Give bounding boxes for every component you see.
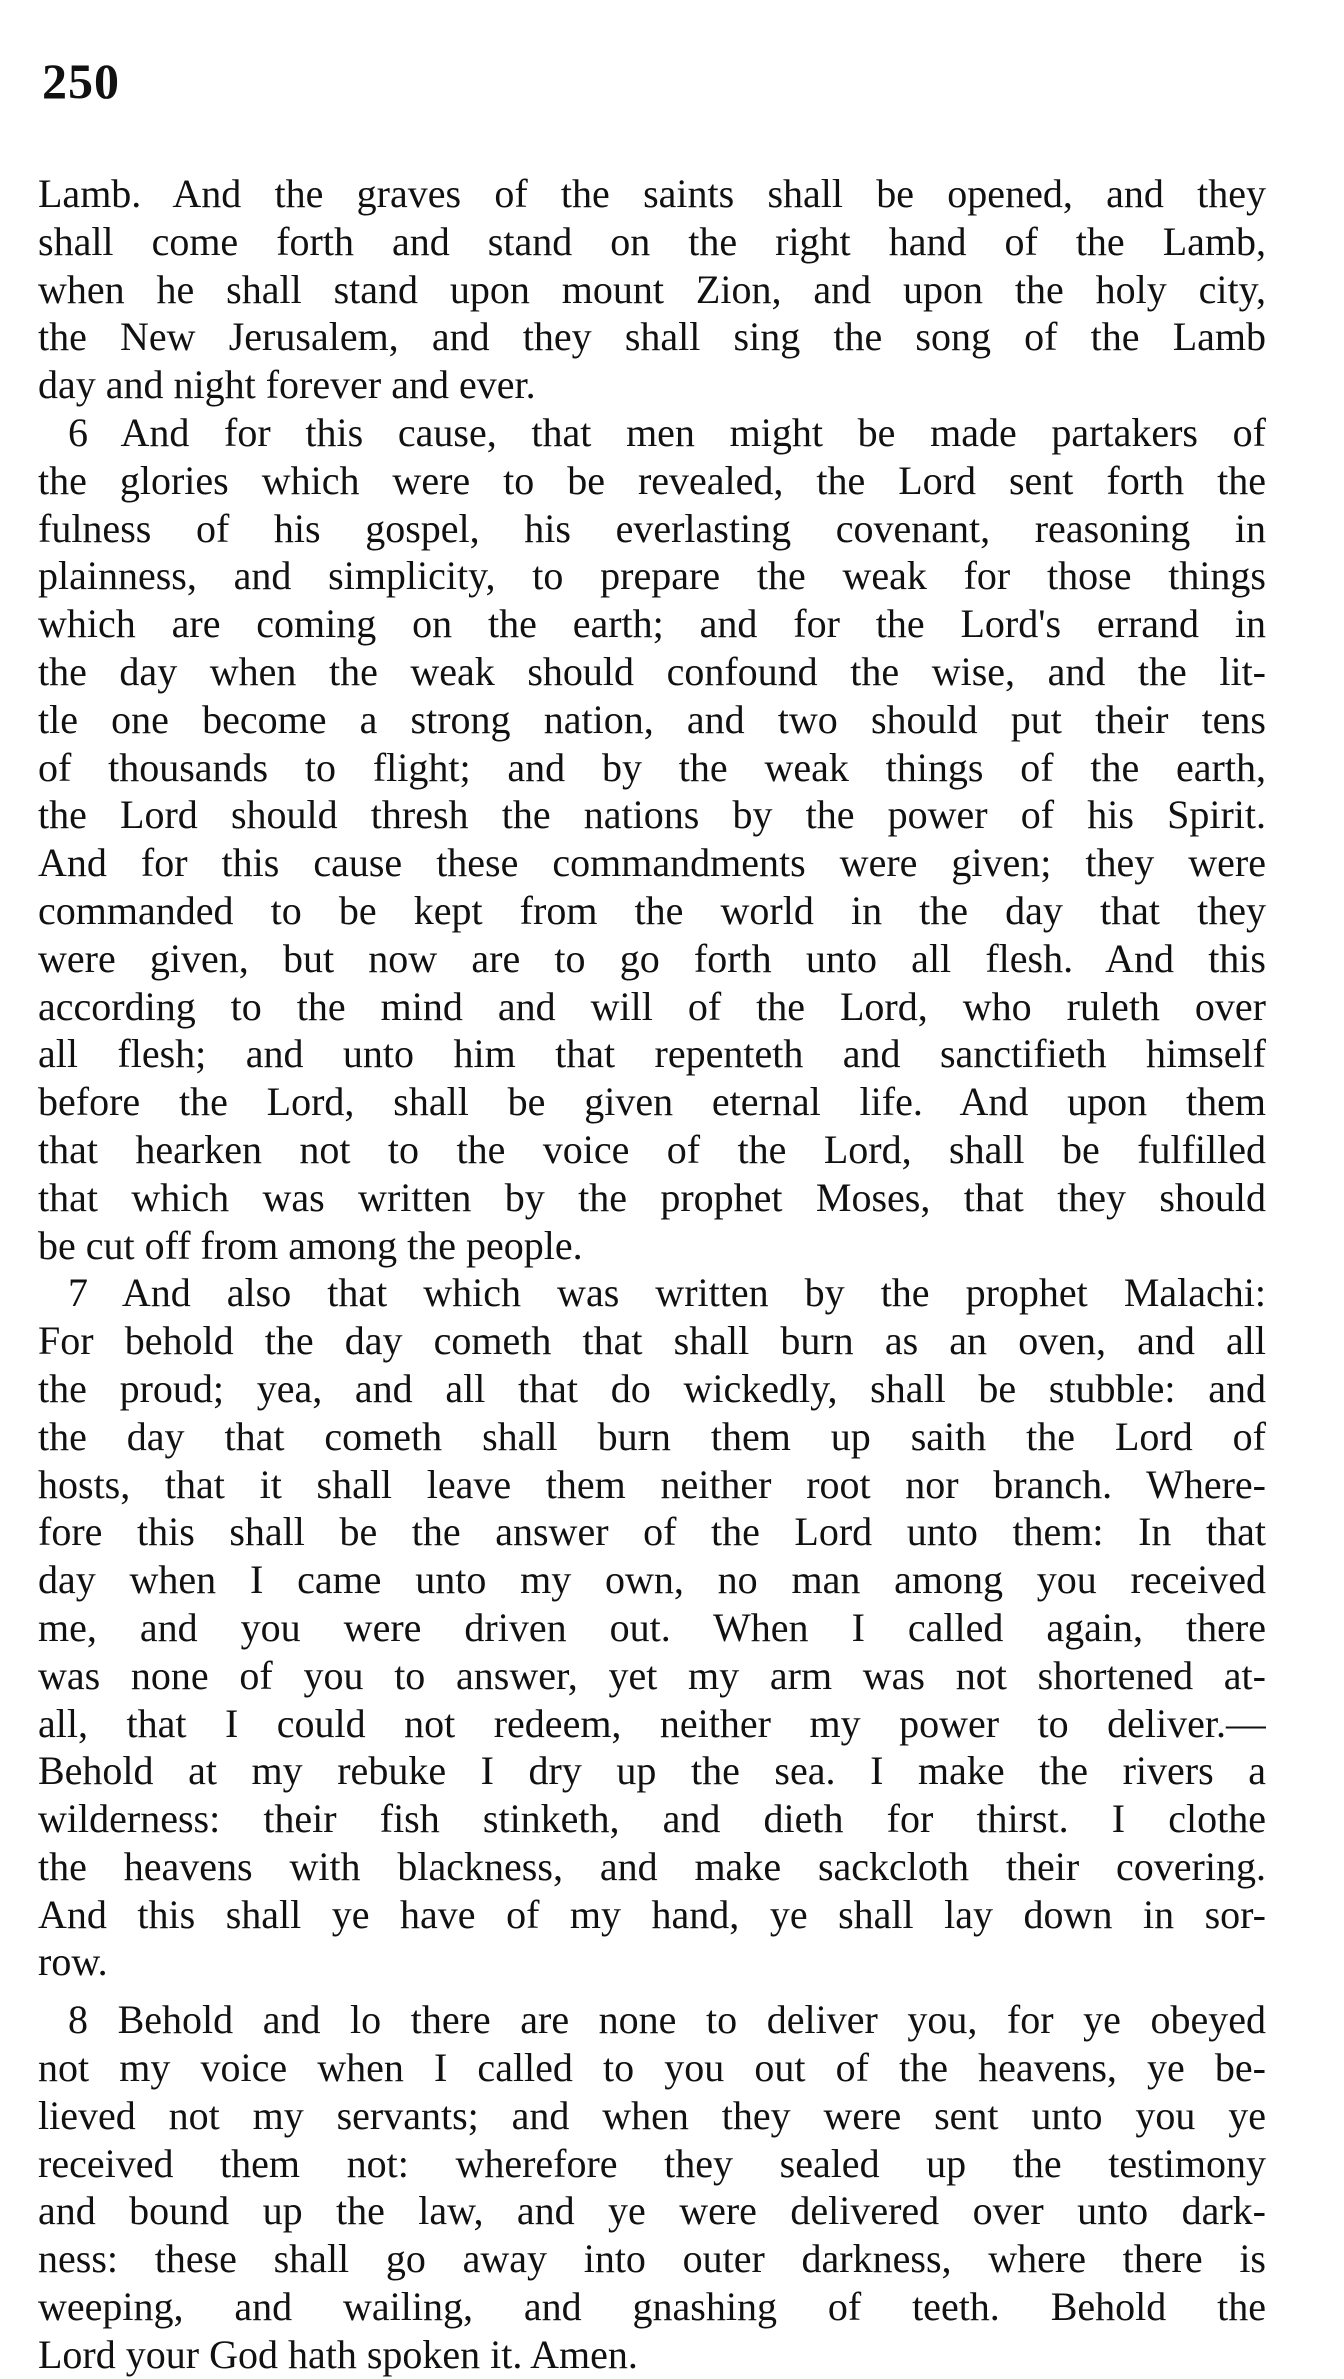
text-line: and bound up the law, and ye were delivered over unto dark- xyxy=(38,2188,1266,2234)
text-line: me, and you were driven out. When I called again, there xyxy=(38,1604,1266,1650)
text-line: weeping, and wailing, and gnashing of teeth. Behold the xyxy=(38,2284,1266,2330)
text-line: that hearken not to the voice of the Lord, shall be fulfilled xyxy=(38,1126,1266,1172)
text-line: row. xyxy=(38,1939,108,1985)
text-line: be cut off from among the people. xyxy=(38,1222,583,1268)
text-line: the New Jerusalem, and they shall sing the song of the Lamb xyxy=(38,314,1266,360)
text-line: And for this cause these commandments were given; they were xyxy=(38,840,1266,886)
paragraph-verse-7 xyxy=(38,1269,1266,1986)
text-line: Lamb. And the graves of the saints shall be opened, and they xyxy=(38,171,1266,216)
text-line: the day that cometh shall burn them up saith the Lord of xyxy=(38,1413,1266,1459)
text-line: shall come forth and stand on the right hand of the Lamb, xyxy=(38,218,1266,264)
text-line: before the Lord, shall be given eternal life. And upon them xyxy=(38,1079,1266,1125)
text-line: the heavens with blackness, and make sackcloth their covering. xyxy=(38,1843,1266,1889)
text-line: which are coming on the earth; and for the Lord's errand in xyxy=(38,601,1266,647)
text-line: according to the mind and will of the Lord, who ruleth over xyxy=(38,983,1266,1029)
text-line: the proud; yea, and all that do wickedly, shall be stubble: and xyxy=(38,1365,1266,1411)
text-line: all flesh; and unto him that repenteth and sanctifieth himself xyxy=(38,1031,1266,1077)
text-line: wilderness: their fish stinketh, and dieth for thirst. I clothe xyxy=(38,1796,1266,1842)
text-line: For behold the day cometh that shall burn as an oven, and all xyxy=(38,1318,1266,1364)
text-line: fulness of his gospel, his everlasting covenant, reasoning in xyxy=(38,505,1266,551)
text-line: the day when the weak should confound the wise, and the lit- xyxy=(38,648,1266,694)
text-line: lieved not my servants; and when they were sent unto you ye xyxy=(38,2092,1266,2138)
text-line: of thousands to flight; and by the weak things of the earth, xyxy=(38,744,1266,790)
text-line: all, that I could not redeem, neither my power to deliver.— xyxy=(38,1700,1266,1746)
paragraph-verse-6 xyxy=(38,409,1266,1269)
text-line: ness: these shall go away into outer darkness, where there is xyxy=(38,2236,1266,2282)
text-line: And this shall ye have of my hand, ye shall lay down in sor- xyxy=(38,1891,1266,1937)
text-line: the glories which were to be revealed, the Lord sent forth the xyxy=(38,457,1266,503)
paragraph-verse-8 xyxy=(38,1996,1266,2378)
text-line: fore this shall be the answer of the Lord unto them: In that xyxy=(38,1509,1266,1555)
text-line: was none of you to answer, yet my arm was not shortened at- xyxy=(38,1652,1266,1698)
text-line: when he shall stand upon mount Zion, and upon the holy city, xyxy=(38,266,1266,312)
text-line: day when I came unto my own, no man among you received xyxy=(38,1557,1266,1603)
text-line: 6 And for this cause, that men might be made partakers of xyxy=(68,409,1266,455)
text-line: were given, but now are to go forth unto all flesh. And this xyxy=(38,935,1266,981)
text-line: plainness, and simplicity, to prepare the weak for those things xyxy=(38,553,1266,599)
page-number: 250 xyxy=(42,53,120,109)
paragraph-continuation xyxy=(38,170,1266,409)
text-line: hosts, that it shall leave them neither root nor branch. Where- xyxy=(38,1461,1266,1507)
page-text xyxy=(38,170,1266,2379)
text-line: 7 And also that which was written by the prophet Malachi: xyxy=(68,1270,1266,1316)
text-line: Lord your God hath spoken it. Amen. xyxy=(38,2331,638,2377)
text-line: not my voice when I called to you out of the heavens, ye be- xyxy=(38,2045,1266,2091)
text-line: tle one become a strong nation, and two should put their tens xyxy=(38,696,1266,742)
text-line: Behold at my rebuke I dry up the sea. I make the rivers a xyxy=(38,1748,1266,1794)
paragraph-gap xyxy=(38,1986,1266,1996)
text-line: that which was written by the prophet Moses, that they should xyxy=(38,1174,1266,1220)
text-line: 8 Behold and lo there are none to deliver you, for ye obeyed xyxy=(68,1997,1266,2043)
text-line: commanded to be kept from the world in the day that they xyxy=(38,887,1266,933)
text-line: received them not: wherefore they sealed up the testimony xyxy=(38,2140,1266,2186)
text-line: day and night forever and ever. xyxy=(38,362,536,408)
text-line: the Lord should thresh the nations by the power of his Spirit. xyxy=(38,792,1266,838)
